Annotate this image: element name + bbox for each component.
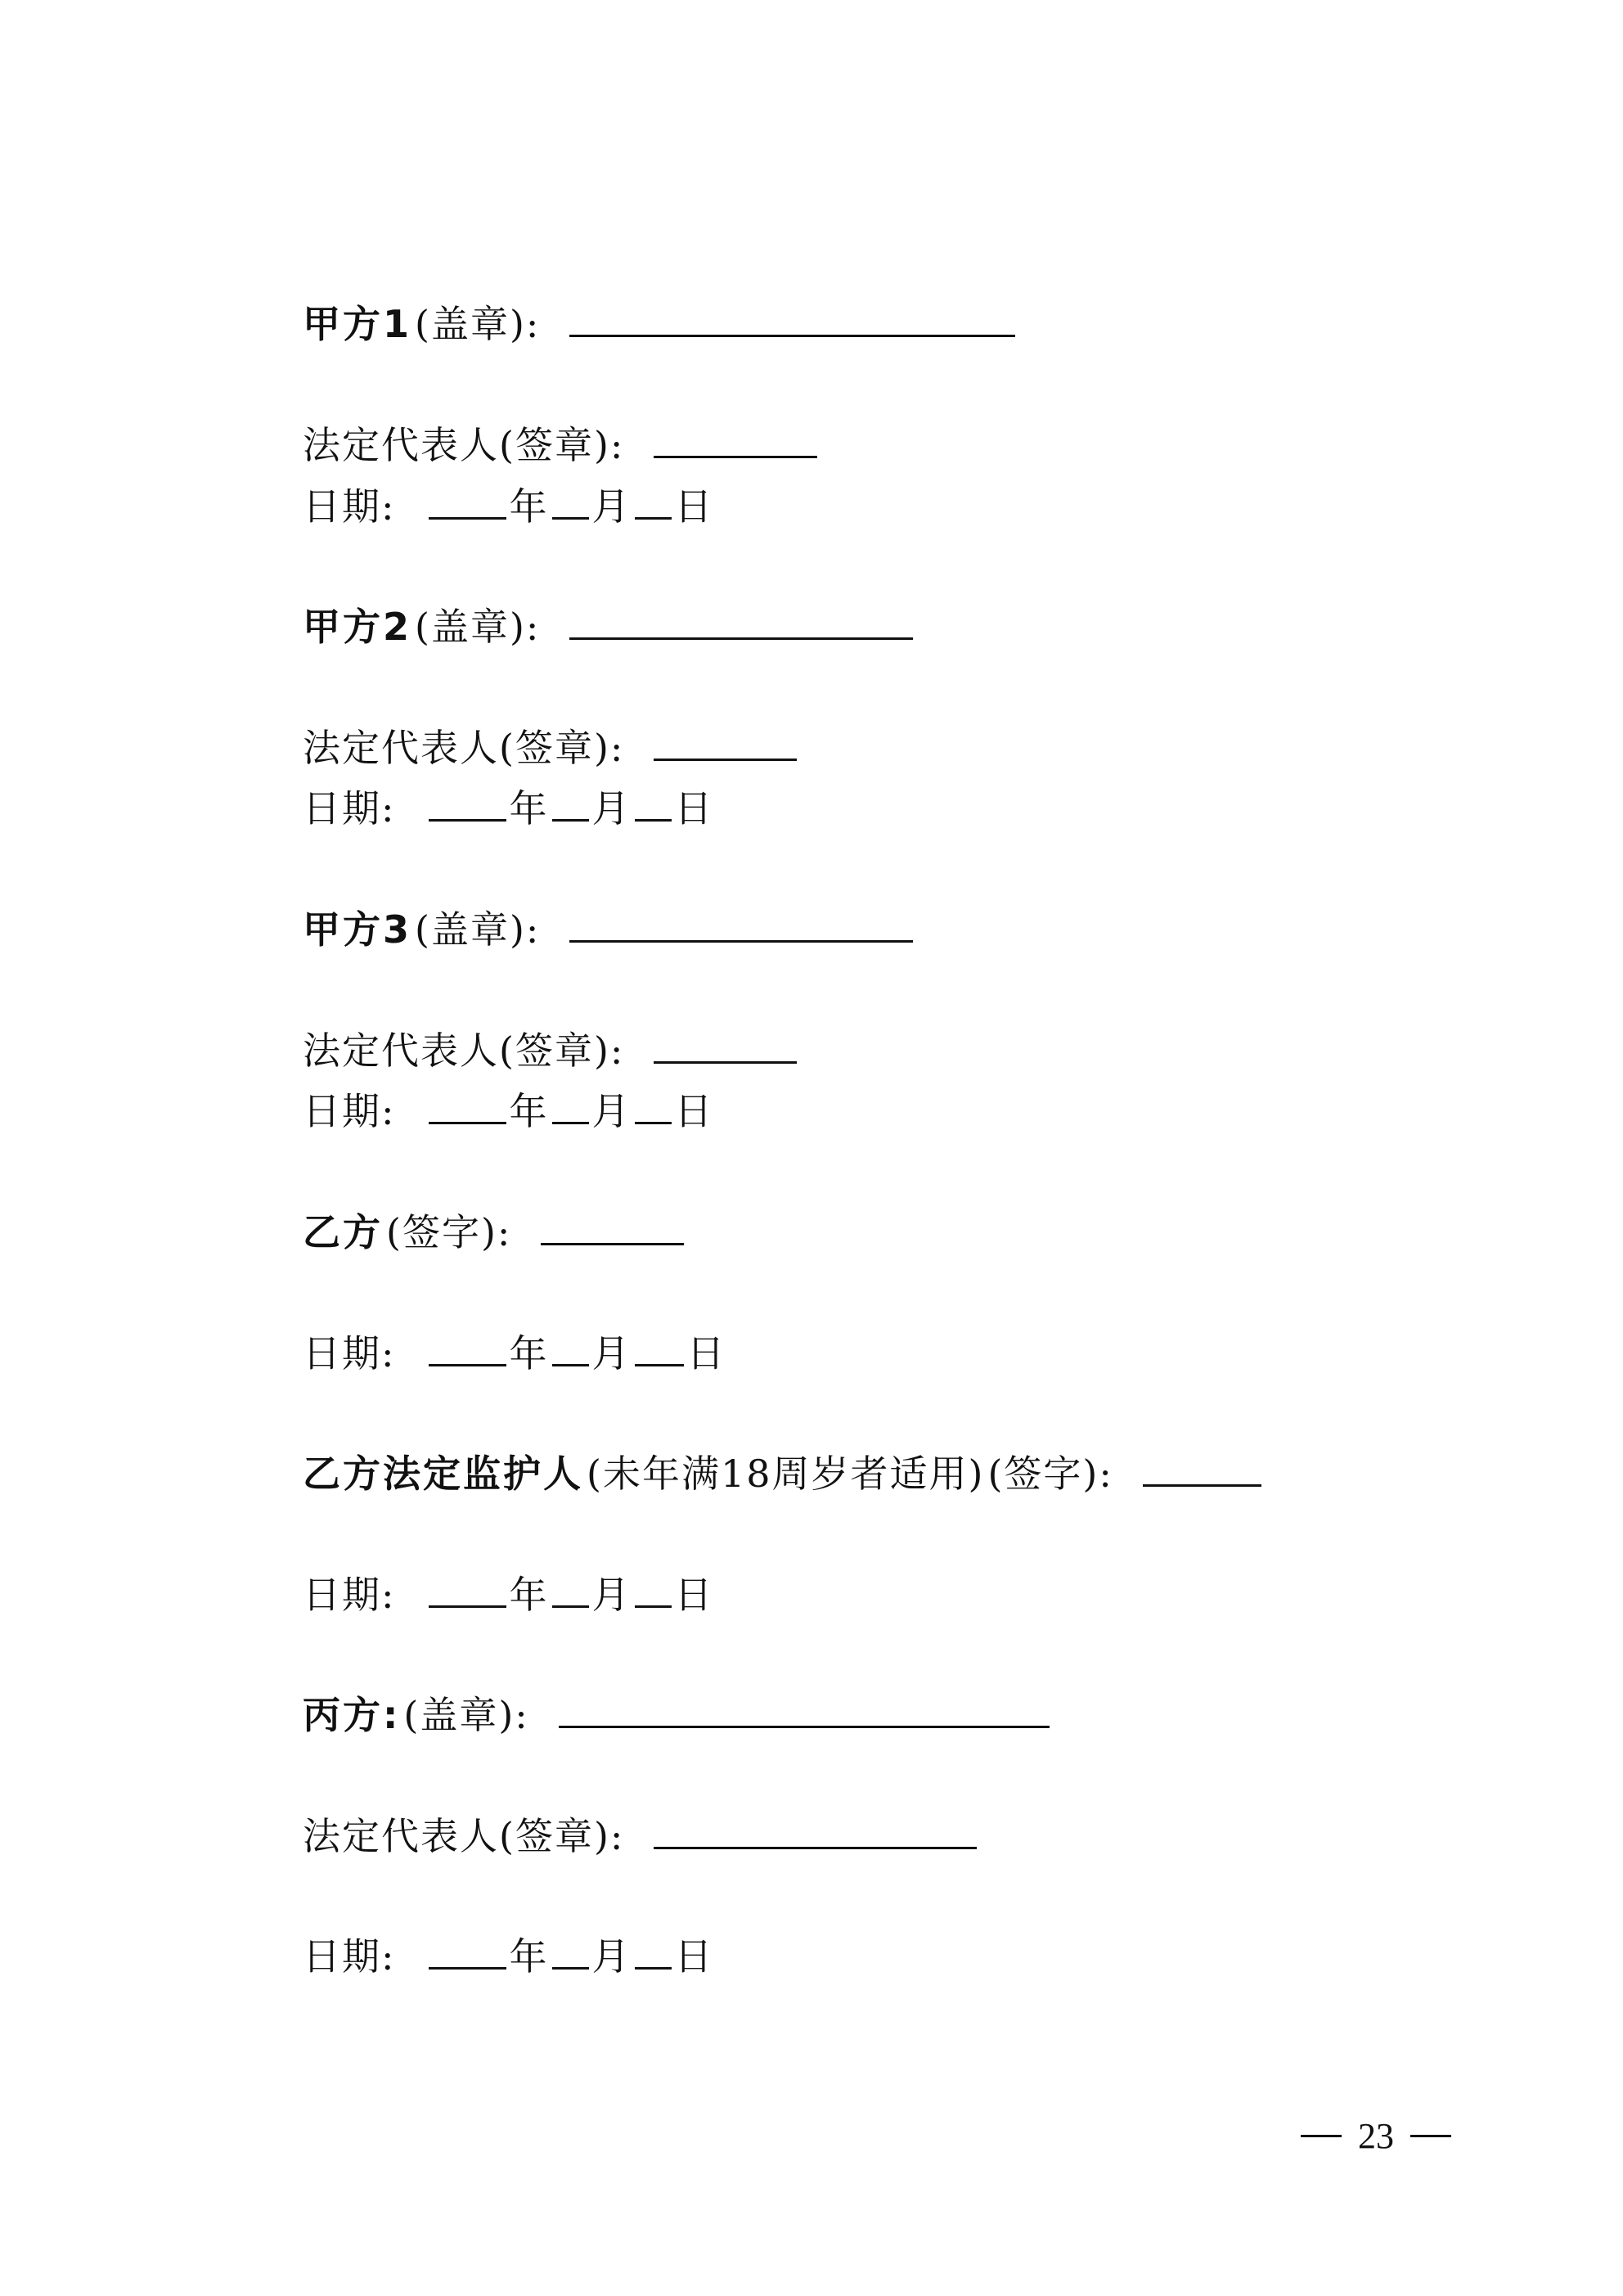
day-label: 日: [686, 1331, 726, 1375]
year-blank[interactable]: [429, 1934, 506, 1970]
party-b-sign-blank[interactable]: [541, 1210, 684, 1245]
party-b-guardian-sign-blank[interactable]: [1143, 1452, 1261, 1487]
year-label: 年: [509, 786, 549, 831]
party-a1-rep-blank[interactable]: [654, 423, 817, 458]
day-blank[interactable]: [635, 1934, 672, 1970]
month-blank[interactable]: [552, 1331, 589, 1366]
page-number-dash-left: [1301, 2135, 1342, 2137]
day-label: 日: [674, 1089, 714, 1133]
year-blank[interactable]: [429, 1331, 506, 1366]
party-a2-rep-label: 法定代表人(签章):: [303, 726, 625, 770]
year-blank[interactable]: [429, 1573, 506, 1608]
party-a1-seal-label: (盖章):: [415, 302, 541, 346]
month-label: 月: [591, 1331, 632, 1375]
year-label: 年: [509, 1934, 549, 1979]
party-b-guardian-sign-row: [303, 1444, 1261, 1498]
party-b-date-row: [303, 1324, 726, 1378]
month-blank[interactable]: [552, 484, 589, 520]
month-blank[interactable]: [552, 1934, 589, 1970]
party-a1-rep-label: 法定代表人(签章):: [303, 423, 625, 467]
date-label: 日期:: [303, 1089, 396, 1133]
month-label: 月: [591, 484, 632, 529]
day-blank[interactable]: [635, 786, 672, 822]
party-a3-rep-label: 法定代表人(签章):: [303, 1029, 625, 1073]
party-b-guardian-title: 乙方法定监护人: [303, 1452, 583, 1496]
party-a1-seal-blank[interactable]: [569, 302, 1015, 337]
party-c-seal-label: (盖章):: [403, 1693, 529, 1737]
year-label: 年: [509, 1089, 549, 1133]
year-label: 年: [509, 1573, 549, 1617]
party-a3-title: 甲方3: [303, 907, 412, 952]
day-blank[interactable]: [635, 1573, 672, 1608]
party-a2-rep-blank[interactable]: [654, 726, 797, 761]
party-b-guardian-date-row: [303, 1565, 714, 1619]
party-b-title: 乙方: [303, 1210, 383, 1254]
party-a2-seal-label: (盖章):: [415, 605, 541, 649]
party-c-rep-label: 法定代表人(签章):: [303, 1814, 625, 1858]
year-label: 年: [509, 1331, 549, 1375]
party-a2-date-row: [303, 779, 714, 833]
date-label: 日期:: [303, 1331, 396, 1375]
party-b-guardian-sign-label: (签字):: [987, 1452, 1113, 1496]
month-blank[interactable]: [552, 1573, 589, 1608]
date-label: 日期:: [303, 1934, 396, 1979]
page-number-dash-right: [1410, 2135, 1451, 2137]
day-blank[interactable]: [635, 484, 672, 520]
date-label: 日期:: [303, 484, 396, 529]
party-c-rep-row: [303, 1807, 977, 1861]
date-label: 日期:: [303, 786, 396, 831]
party-a2-seal-blank[interactable]: [569, 605, 913, 640]
year-blank[interactable]: [429, 484, 506, 520]
day-blank[interactable]: [635, 1089, 672, 1124]
page-number: [1284, 2115, 1468, 2157]
month-label: 月: [591, 1934, 632, 1979]
day-label: 日: [674, 484, 714, 529]
day-label: 日: [674, 1573, 714, 1617]
day-blank[interactable]: [635, 1331, 684, 1366]
party-a2-seal-row: [303, 597, 913, 651]
day-label: 日: [674, 786, 714, 831]
party-a3-rep-row: [303, 1021, 797, 1075]
party-a1-date-row: [303, 477, 714, 531]
month-label: 月: [591, 1089, 632, 1133]
party-a2-rep-row: [303, 718, 797, 772]
month-label: 月: [591, 1573, 632, 1617]
party-c-seal-row: [303, 1686, 1050, 1740]
date-label: 日期:: [303, 1573, 396, 1617]
party-c-date-row: [303, 1927, 714, 1981]
year-label: 年: [509, 484, 549, 529]
party-a3-seal-blank[interactable]: [569, 907, 913, 943]
year-blank[interactable]: [429, 786, 506, 822]
party-a3-date-row: [303, 1082, 714, 1136]
month-blank[interactable]: [552, 1089, 589, 1124]
party-a2-title: 甲方2: [303, 605, 412, 649]
party-b-sign-label: (签字):: [386, 1210, 512, 1254]
month-blank[interactable]: [552, 786, 589, 822]
party-a1-rep-row: [303, 416, 817, 470]
party-a3-seal-label: (盖章):: [415, 907, 541, 952]
party-a3-seal-row: [303, 900, 913, 954]
party-b-sign-row: [303, 1203, 684, 1257]
year-blank[interactable]: [429, 1089, 506, 1124]
party-c-rep-blank[interactable]: [654, 1814, 977, 1849]
party-a3-rep-blank[interactable]: [654, 1029, 797, 1064]
day-label: 日: [674, 1934, 714, 1979]
month-label: 月: [591, 786, 632, 831]
page-number-value: 23: [1358, 2116, 1394, 2156]
party-a1-seal-row: [303, 295, 1015, 349]
party-c-title: 丙方:: [303, 1693, 401, 1737]
party-b-guardian-note: (未年满18周岁者适用): [587, 1452, 985, 1496]
party-a1-title: 甲方1: [303, 302, 412, 346]
party-c-seal-blank[interactable]: [559, 1693, 1050, 1728]
